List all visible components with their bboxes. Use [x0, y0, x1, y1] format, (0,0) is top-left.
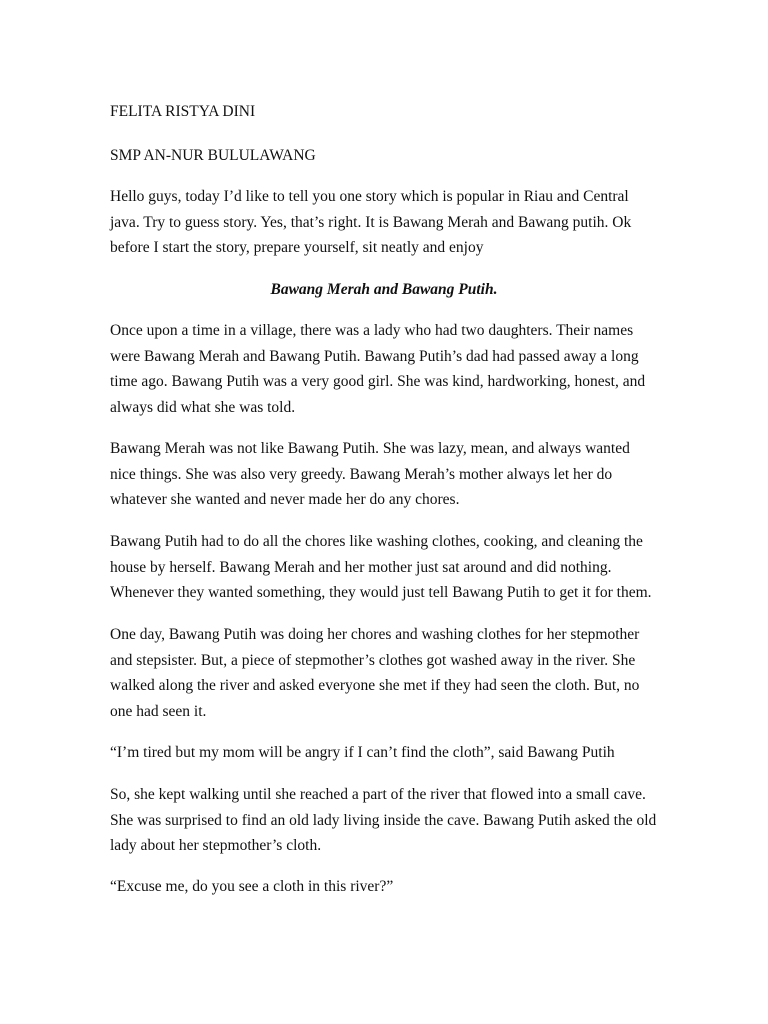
- author-name: [110, 99, 670, 125]
- paragraph-line: were Bawang Merah and Bawang Putih. Bawang Putih’s dad had passed away a long: [110, 347, 639, 365]
- paragraph-line: always did what she was told.: [110, 398, 296, 416]
- story-paragraph-7: [110, 874, 670, 900]
- paragraph-line: Bawang Merah was not like Bawang Putih. She was lazy, mean, and always wanted: [110, 440, 630, 457]
- paragraph-line: Once upon a time in a village, there was a lady who had two daughters. Their names: [110, 322, 634, 339]
- intro-paragraph: [110, 184, 670, 261]
- paragraph-line: one had seen it.: [110, 702, 207, 720]
- school-line: SMP AN-NUR BULULAWANG: [110, 147, 316, 164]
- story-paragraph-5: [110, 740, 670, 766]
- story-paragraph-3: [110, 529, 670, 606]
- paragraph-line: java. Try to guess story. Yes, that’s right. It is Bawang Merah and Bawang putih. Ok: [110, 213, 632, 231]
- paragraph-line: So, she kept walking until she reached a part of the river that flowed into a small cave.: [110, 786, 646, 803]
- school-name: [110, 143, 670, 169]
- paragraph-line: Hello guys, today I’d like to tell you one story which is popular in Riau and Central: [110, 188, 629, 205]
- paragraph-line: time ago. Bawang Putih was a very good girl. She was kind, hardworking, honest, and: [110, 373, 646, 390]
- paragraph-line: before I start the story, prepare yourself, sit neatly and enjoy: [110, 239, 484, 256]
- story-paragraph-1: [110, 318, 670, 420]
- story-paragraph-6: [110, 782, 670, 859]
- paragraph-line: walked along the river and asked everyone she met if they had seen the cloth. But, no: [110, 677, 640, 694]
- author-line: FELITA RISTYA DINI: [110, 103, 256, 120]
- paragraph-line: Bawang Putih had to do all the chores like washing clothes, cooking, and cleaning the: [110, 533, 643, 550]
- paragraph-line: nice things. She was also very greedy. Bawang Merah’s mother always let her do: [110, 465, 613, 483]
- story-title: Bawang Merah and Bawang Putih.: [270, 281, 498, 298]
- paragraph-line: Whenever they wanted something, they would just tell Bawang Putih to get it for them.: [110, 584, 652, 601]
- paragraph-line: “Excuse me, do you see a cloth in this river?”: [110, 878, 394, 895]
- story-paragraph-2: [110, 436, 670, 513]
- paragraph-line: house by herself. Bawang Merah and her mother just sat around and did nothing.: [110, 558, 612, 576]
- paragraph-line: One day, Bawang Putih was doing her chores and washing clothes for her stepmother: [110, 626, 640, 643]
- story-paragraph-4: [110, 622, 670, 724]
- paragraph-line: She was surprised to find an old lady living inside the cave. Bawang Putih asked the old: [110, 811, 657, 829]
- paragraph-line: lady about her stepmother’s cloth.: [110, 837, 322, 854]
- paragraph-line: “I’m tired but my mom will be angry if I can’t find the cloth”, said Bawang Putih: [110, 744, 615, 761]
- paragraph-line: whatever she wanted and never made her do any chores.: [110, 491, 460, 508]
- paragraph-line: and stepsister. But, a piece of stepmother’s clothes got washed away in the river. She: [110, 651, 636, 669]
